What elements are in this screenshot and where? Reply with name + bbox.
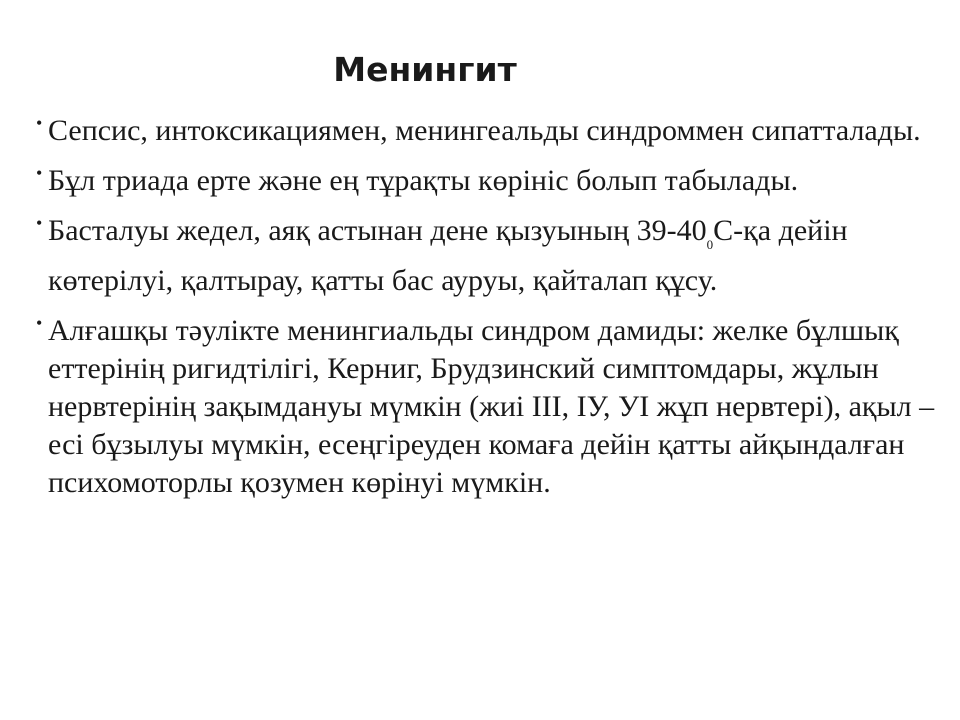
bullet-text: Бұл триада ерте және ең тұрақты көрініс болып табылады.	[48, 164, 799, 197]
bullet-dot-icon: •	[36, 313, 43, 333]
bullet-item	[36, 162, 936, 200]
degree-subscript: 0	[706, 237, 714, 252]
bullet-item	[36, 312, 936, 502]
bullet-list	[36, 112, 936, 514]
bullet-item	[36, 212, 936, 300]
bullet-dot-icon: •	[36, 163, 43, 183]
bullet-text: Алғашқы тәулікте менингиальды синдром дамиды: желке бұлшық еттерінің ригидтілігі, Керниг, Брудзинский симптомдары, жұлын нервтерінің зақымдануы мүмкін (жиі ІІІ, ІУ, УІ жұп нервтері), ақыл – есі бұзылуы мүмкін, есеңгіреуден комаға дейін қатты айқындалған психомоторлы қозумен көрінуі мүмкін.	[48, 314, 935, 499]
bullet-item	[36, 112, 936, 150]
bullet-text: Сепсис, интоксикациямен, менингеальды синдроммен сипатталады.	[48, 114, 921, 147]
bullet-dot-icon: •	[36, 213, 43, 233]
slide-title: Менингит	[333, 50, 517, 89]
bullet-text-before: Басталуы жедел, аяқ астынан дене қызуының 39-40	[48, 214, 707, 247]
bullet-dot-icon: •	[36, 113, 43, 133]
bullet-text	[48, 212, 936, 300]
bullet-text-after: С-қа дейін көтерілуі, қалтырау, қатты бас ауруы, қайталап құсу.	[48, 214, 848, 297]
